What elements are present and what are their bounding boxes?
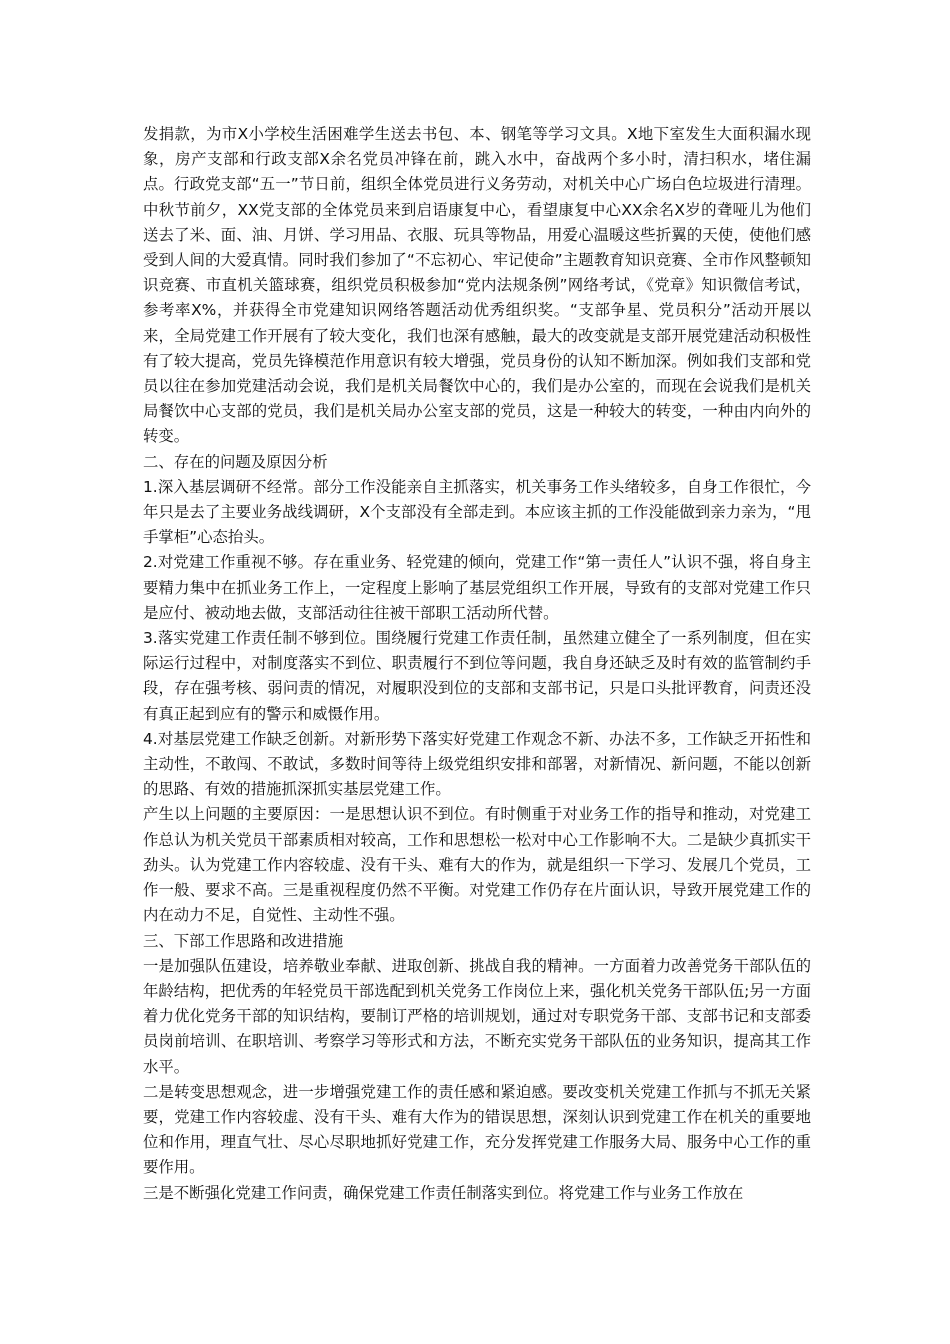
paragraph-problem-2: 2.对党建工作重视不够。存在重业务、轻党建的倾向，党建工作“第一责任人”认识不强，将自身主要精力集中在抓业务工作上，一定程度上影响了基层党组织工作开展，导致有的支部对党建工作只是应付、被动地去做，支部活动往往被干部职工活动所代替。 xyxy=(143,553,811,622)
paragraph-causes: 产生以上问题的主要原因：一是思想认识不到位。有时侧重于对业务工作的指导和推动，对党建工作总认为机关党员干部素质相对较高，工作和思想松一松对中心工作影响不大。二是缺少真抓实干劲头。认为党建工作内容较虚、没有干头、难有大的作为，就是组织一下学习、发展几个党员，工作一般、要求不高。三是重视程度仍然不平衡。对党建工作仍存在片面认识，导致开展党建工作的内在动力不足，自觉性、主动性不强。 xyxy=(143,805,811,925)
document-body xyxy=(143,122,811,1206)
section-heading-problems: 二、存在的问题及原因分析 xyxy=(143,452,328,471)
paragraph-measure-3: 三是不断强化党建工作问责，确保党建工作责任制落实到位。将党建工作与业务工作放在 xyxy=(143,1183,744,1202)
paragraph-problem-4: 4.对基层党建工作缺乏创新。对新形势下落实好党建工作观念不新、办法不多，工作缺乏开拓性和主动性，不敢闯、不敢试，多数时间等待上级党组织安排和部署，对新情况、新问题，不能以创新的思路、有效的措施抓深抓实基层党建工作。 xyxy=(143,729,811,799)
paragraph-problem-3: 3.落实党建工作责任制不够到位。围绕履行党建工作责任制，虽然建立健全了一系列制度，但在实际运行过程中，对制度落实不到位、职责履行不到位等问题，我自身还缺乏及时有效的监管制约手段，存在强考核、弱问责的情况，对履职没到位的支部和支部书记，只是口头批评教育，问责还没有真正起到应有的警示和威慑作用。 xyxy=(143,629,811,723)
paragraph-problem-1: 1.深入基层调研不经常。部分工作没能亲自主抓落实，机关事务工作头绪较多，自身工作很忙，今年只是去了主要业务战线调研，X个支部没有全部走到。本应该主抓的工作没能做到亲力亲为，“甩手掌柜”心态抬头。 xyxy=(143,477,811,547)
paragraph-activities: 发捐款，为市X小学校生活困难学生送去书包、本、钢笔等学习文具。X地下室发生大面积漏水现象，房产支部和行政支部X余名党员冲锋在前，跳入水中，奋战两个多小时，清扫积水，堵住漏点。行政党支部“五一”节日前，组织全体党员进行义务劳动，对机关中心广场白色垃圾进行清理。中秋节前夕，XX党支部的全体党员来到启语康复中心，看望康复中心XX余名X岁的聋哑儿为他们送去了米、面、油、月饼、学习用品、衣服、玩具等物品，用爱心温暖这些折翼的天使，使他们感受到人间的大爱真情。同时我们参加了“不忘初心、牢记使命”主题教育知识竞赛、全市作风整顿知识竞赛、市直机关篮球赛，组织党员积极参加“党内法规条例”网络考试，《党章》知识微信考试，参考率X%，并获得全市党建知识网络答题活动优秀组织奖。“支部争星、党员积分”活动开展以来，全局党建工作开展有了较大变化，我们也深有感触，最大的改变就是支部开展党建活动积极性有了较大提高，党员先锋模范作用意识有较大增强，党员身份的认知不断加深。例如我们支部和党员以往在参加党建活动会说，我们是机关局餐饮中心的，我们是办公室的，而现在会说我们是机关局餐饮中心支部的党员，我们是机关局办公室支部的党员，这是一种较大的转变，一种由内向外的转变。 xyxy=(143,125,811,446)
paragraph-measure-2: 二是转变思想观念，进一步增强党建工作的责任感和紧迫感。要改变机关党建工作抓与不抓无关紧要，党建工作内容较虚、没有干头、难有大作为的错误思想，深刻认识到党建工作在机关的重要地位和作用，理直气壮、尽心尽职地抓好党建工作，充分发挥党建工作服务大局、服务中心工作的重要作用。 xyxy=(143,1082,811,1177)
section-heading-measures: 三、下部工作思路和改进措施 xyxy=(143,931,344,950)
paragraph-measure-1: 一是加强队伍建设，培养敬业奉献、进取创新、挑战自我的精神。一方面着力改善党务干部队伍的年龄结构，把优秀的年轻党员干部选配到机关党务工作岗位上来，强化机关党务干部队伍;另一方面着力优化党务干部的知识结构，要制订严格的培训规划，通过对专职党务干部、支部书记和支部委员岗前培训、在职培训、考察学习等形式和方法，不断充实党务干部队伍的业务知识，提高其工作水平。 xyxy=(143,956,811,1076)
